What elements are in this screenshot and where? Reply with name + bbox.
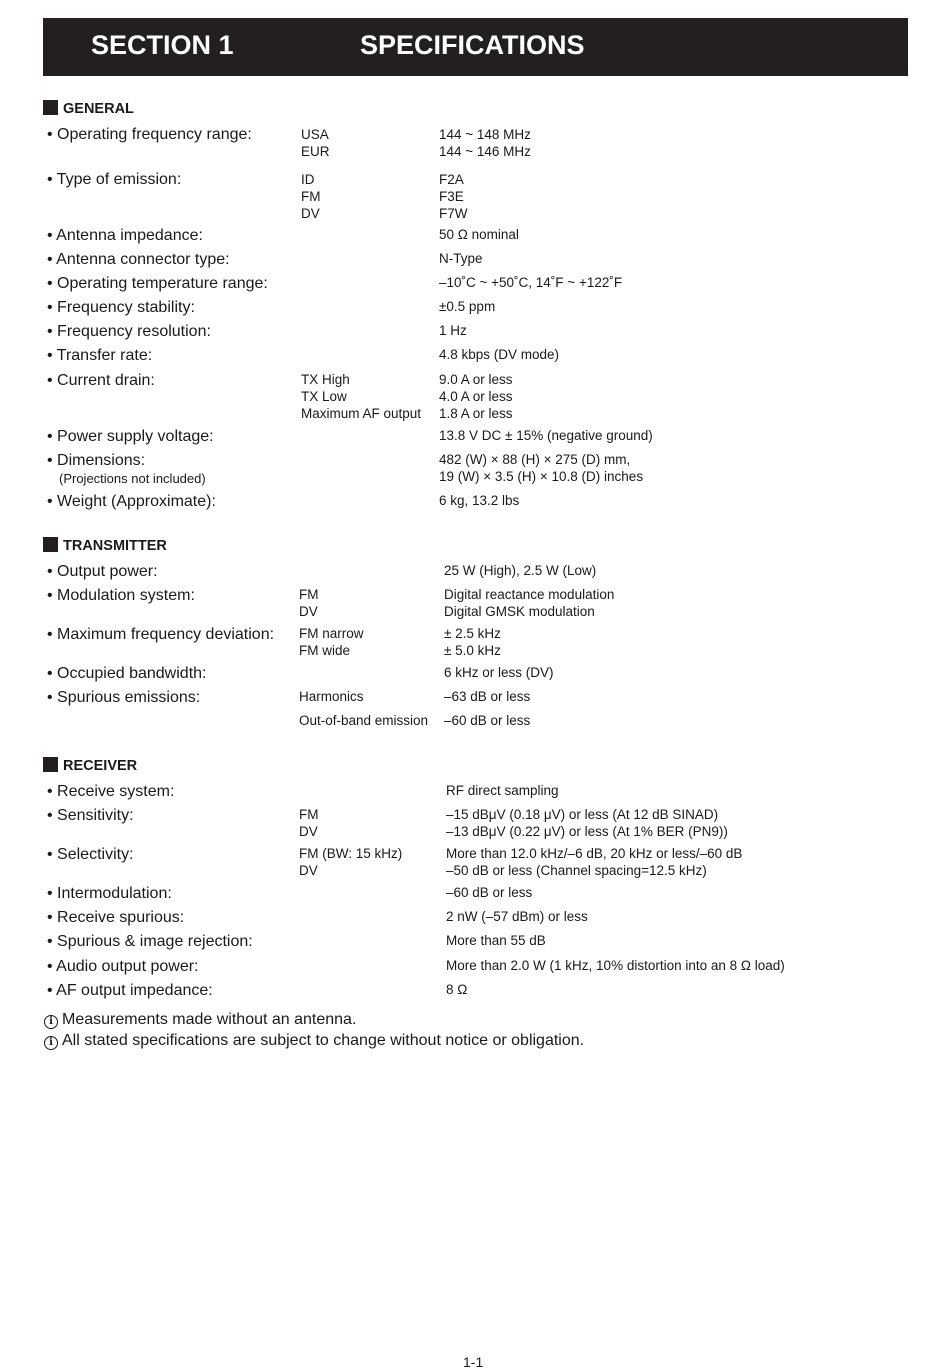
square-bullet-icon — [43, 757, 58, 772]
general-heading: GENERAL — [43, 100, 134, 118]
footnote-measurements: i Measurements made without an antenna. — [44, 1010, 356, 1030]
footnote-disclaimer: i All stated specifications are subject to change without notice or obligation. — [44, 1031, 584, 1051]
section-banner — [43, 18, 908, 76]
info-icon: i — [44, 1015, 58, 1029]
section-title: SPECIFICATIONS — [360, 30, 585, 60]
square-bullet-icon — [43, 100, 58, 115]
square-bullet-icon — [43, 537, 58, 552]
section-number: SECTION 1 — [91, 30, 234, 60]
page-number: 1-1 — [463, 1354, 484, 1370]
receiver-heading: RECEIVER — [43, 757, 137, 775]
transmitter-heading: TRANSMITTER — [43, 537, 167, 555]
info-icon: i — [44, 1036, 58, 1050]
